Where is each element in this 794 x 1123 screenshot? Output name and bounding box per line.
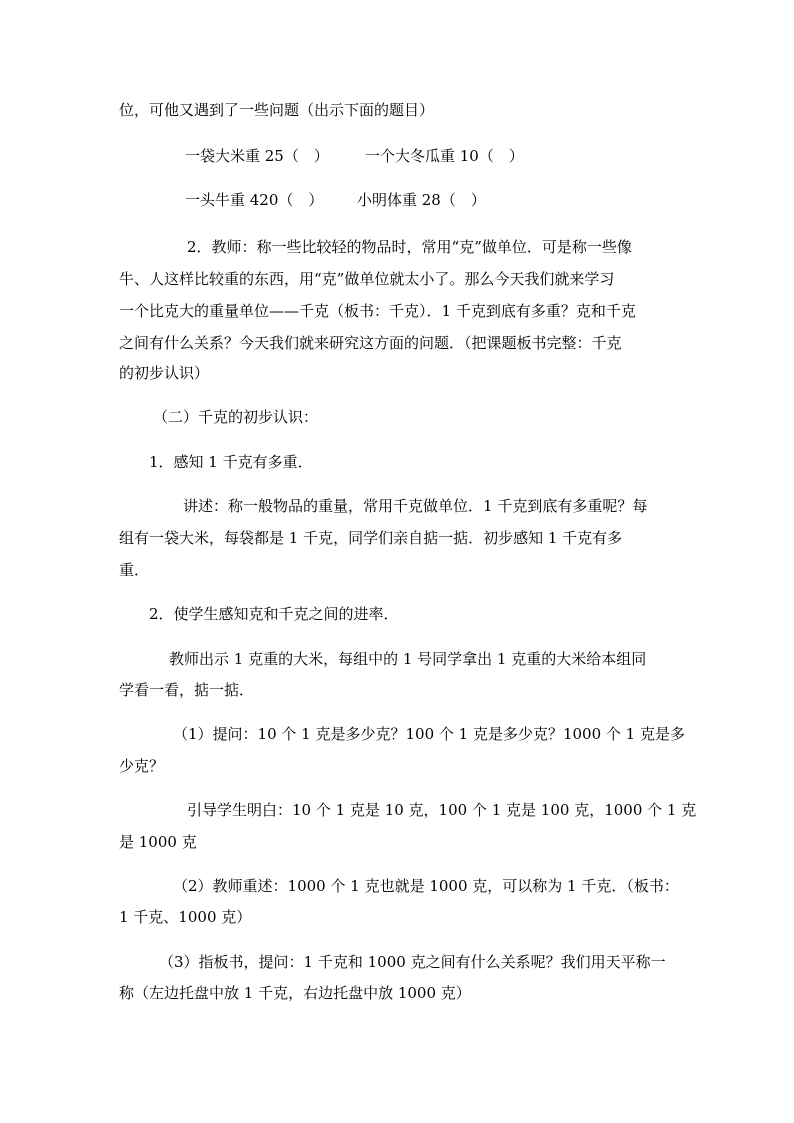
blank-item-cow: 一头牛重 420（ ） — [185, 191, 324, 209]
blank-item-rice: 一袋大米重 25（ ） — [185, 147, 329, 165]
question-1-guide-line: 引导学生明白：10 个 1 克是 10 克，100 个 1 克是 100 克，1000 个 1 克 — [187, 801, 697, 819]
blank-item-melon: 一个大冬瓜重 10（ ） — [365, 147, 524, 165]
blank-item-xiaoming: 小明体重 28（ ） — [357, 191, 486, 209]
question-2-line: （2）教师重述：1000 个 1 克也就是 1000 克，可以称为 1 千克．（板书： — [173, 877, 679, 895]
question-1-guide-line: 是 1000 克 — [119, 833, 197, 851]
question-2-line: 1 千克、1000 克） — [119, 908, 252, 926]
teacher-paragraph-line: 2．教师：称一些比较轻的物品时，常用“克”做单位．可是称一些像 — [187, 238, 632, 256]
teacher-paragraph-line: 之间有什么关系？今天我们就来研究这方面的问题．（把课题板书完整：千克 — [119, 334, 622, 352]
step1-body-line: 讲述：称一般物品的重量，常用千克做单位．1 千克到底有多重呢？每 — [183, 497, 648, 515]
step2-body-line: 教师出示 1 克重的大米，每组中的 1 号同学拿出 1 克重的大米给本组同 — [169, 650, 647, 668]
step1-body-line: 重． — [119, 561, 150, 579]
step1-title: 1．感知 1 千克有多重． — [149, 453, 313, 471]
teacher-paragraph-line: 牛、人这样比较重的东西，用“克”做单位就太小了。那么今天我们就来学习 — [119, 270, 615, 288]
teacher-paragraph-line: 的初步认识） — [119, 364, 210, 382]
step1-body-line: 组有一袋大米，每袋都是 1 千克，同学们亲自掂一掂．初步感知 1 千克有多 — [119, 529, 623, 547]
question-3-line: （3）指板书，提问：1 千克和 1000 克之间有什么关系呢？我们用天平称一 — [159, 953, 666, 971]
intro-line: 位，可他又遇到了一些问题（出示下面的题目） — [119, 101, 435, 119]
question-1-line: （1）提问：10 个 1 克是多少克？100 个 1 克是多少克？1000 个 1 克是多 — [173, 725, 685, 743]
teacher-paragraph-line: 一个比克大的重量单位——千克（板书：千克）．1 千克到底有多重？克和千克 — [119, 302, 636, 320]
section-heading: （二）千克的初步认识： — [153, 408, 319, 426]
question-1-line: 少克？ — [119, 757, 165, 775]
step2-body-line: 学看一看，掂一掂． — [119, 681, 255, 699]
step2-title: 2．使学生感知克和千克之间的进率． — [149, 605, 399, 623]
question-3-line: 称（左边托盘中放 1 千克，右边托盘中放 1000 克） — [119, 984, 471, 1002]
